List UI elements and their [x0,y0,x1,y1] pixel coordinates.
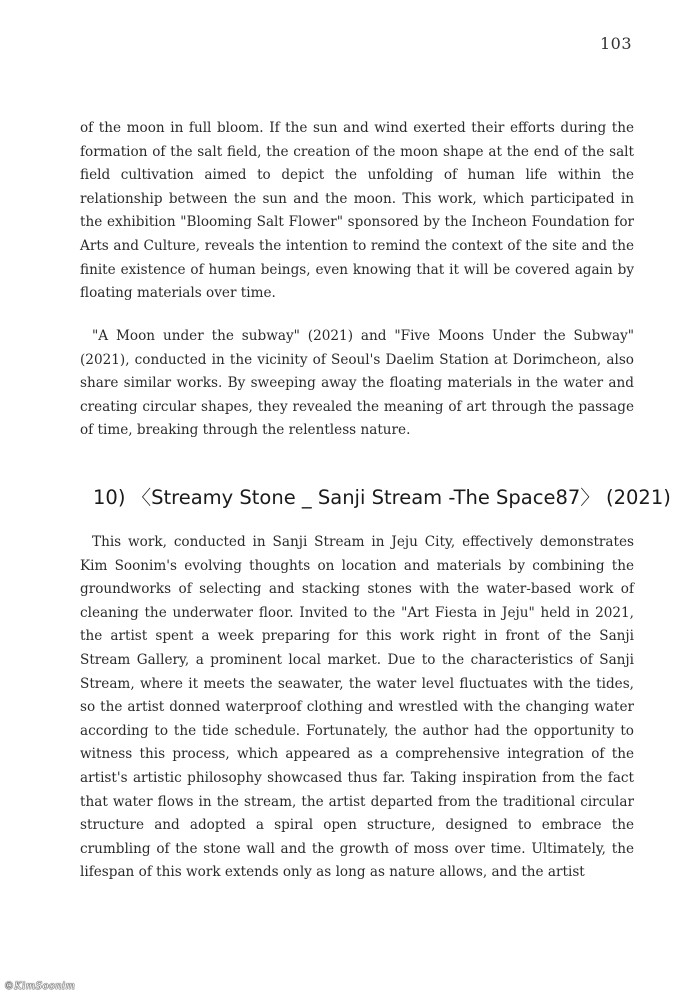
section-heading: 10) 〈Streamy Stone _ Sanji Stream -The Space87〉 (2021) [93,486,671,509]
body-paragraph-1: of the moon in full bloom. If the sun and wind exerted their efforts during the formation of the salt field, the creation of the moon shape at the end of the salt field cultivation aimed to depict the unfolding of human life within the relationship between the sun and the moon. This work, which participated in the exhibition "Blooming Salt Flower" sponsored by the Incheon Foundation for Arts and Culture, reveals the intention to remind the context of the site and the finite existence of human beings, even knowing that it will be covered again by floating materials over time. [80,120,634,302]
page-number: 103 [599,34,632,53]
body-paragraph-2: "A Moon under the subway" (2021) and "Five Moons Under the Subway" (2021), conducted in the vicinity of Seoul's Daelim Station at Dorimcheon, also share similar works. By sweeping away the floating materials in the water and creating circular shapes, they revealed the meaning of art through the passage of time, breaking through the relentless nature. [80,328,634,439]
copyright-watermark: ©KimSoonim [4,981,76,992]
body-paragraph-3: This work, conducted in Sanji Stream in Jeju City, effectively demonstrates Kim Soonim's evolving thoughts on location and materials by combining the groundworks of selecting and stacking stones with the water-based work of cleaning the underwater floor. Invited to the "Art Fiesta in Jeju" held in 2021, the artist spent a week preparing for this work right in front of the Sanji Stream Gallery, a prominent local market. Due to the characteristics of Sanji Stream, where it meets the seawater, the water level fluctuates with the tides, so the artist donned waterproof clothing and wrestled with the changing water according to the tide schedule. Fortunately, the author had the opportunity to witness this process, which appeared as a comprehensive integration of the artist's artistic philosophy showcased thus far. Taking inspiration from the fact that water flows in the stream, the artist departed from the traditional circular structure and adopted a spiral open structure, designed to embrace the crumbling of the stone wall and the growth of moss over time. Ultimately, the lifespan of this work extends only as long as nature allows, and the artist [80,534,634,881]
